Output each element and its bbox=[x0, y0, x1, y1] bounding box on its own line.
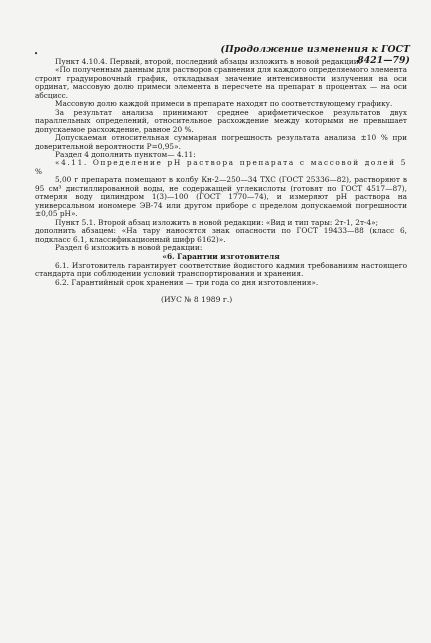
paragraph: 5,00 г препарата помещают в колбу Кн-2—250—34 ТХС (ГОСТ 25336—82), растворяют в 95 см³ дистиллированной воды, не содержащей углекислоты (готовят по ГОСТ 4517—87), отмеряя воду цилиндром 1(3)—100 (ГОСТ 1770—74), и измеряют pH раствора на универсальном иономере ЭВ-74 или другом приборе с пределом допускаемой погрешности ±0,05 pH». bbox=[35, 175, 407, 219]
page-header: (Продолжение изменения к ГОСТ 8421—79) bbox=[220, 44, 410, 66]
section-title: «6. Гарантии изготовителя bbox=[162, 252, 280, 262]
source-reference: (ИУС № 8 1989 г.) bbox=[161, 295, 233, 305]
document-body bbox=[35, 58, 407, 305]
paragraph: дополнить абзацем: «На тару наносятся знак опасности по ГОСТ 19433—88 (класс 6, подкласс 6.1, классификационный шифр 6162)». bbox=[35, 226, 407, 244]
paragraph: 6.2. Гарантийный срок хранения — три года со дня изготовления». bbox=[55, 277, 319, 287]
paragraph: За результат анализа принимают среднее арифметическое результатов двух параллельных определений, относительное расхождение между которыми не превышает допускаемое расхождение, равное 20 %. bbox=[35, 107, 407, 134]
paragraph: 6.1. Изготовитель гарантирует соответствие йодистого кадмия требованиям настоящего стандарта при соблюдении условий транспортирования и хранения. bbox=[35, 260, 407, 279]
paragraph: «По полученным данным для растворов сравнения для каждого определяемого элемента строят градуировочный график, откладывая значение интенсивности излучения на оси ординат, массовую долю примеси элемента в пересчете на препарат в процентах — на оси абсцисс. bbox=[35, 65, 407, 100]
paragraph: Раздел 4 дополнить пунктом— 4.11: bbox=[55, 149, 196, 159]
section-heading: «4.11. Определение pH раствора препарата с массовой долей 5 % bbox=[35, 158, 407, 176]
margin-mark: • bbox=[34, 50, 39, 58]
paragraph: Массовую долю каждой примеси в препарате находят по соответствующему графику. bbox=[55, 99, 393, 109]
paragraph: Допускаемая относительная суммарная погрешность результата анализа ±10 % при доверительной вероятности Р=0,95». bbox=[35, 133, 407, 151]
paragraph: Пункт 5.1. Второй абзац изложить в новой редакции: «Вид и тип тары: 2т-1, 2т-4»; bbox=[55, 217, 379, 227]
paragraph: Пункт 4.10.4. Первый, второй, последний абзацы изложить в новой редакции: bbox=[55, 57, 362, 66]
paragraph: Раздел 6 изложить в новой редакции: bbox=[55, 242, 203, 252]
